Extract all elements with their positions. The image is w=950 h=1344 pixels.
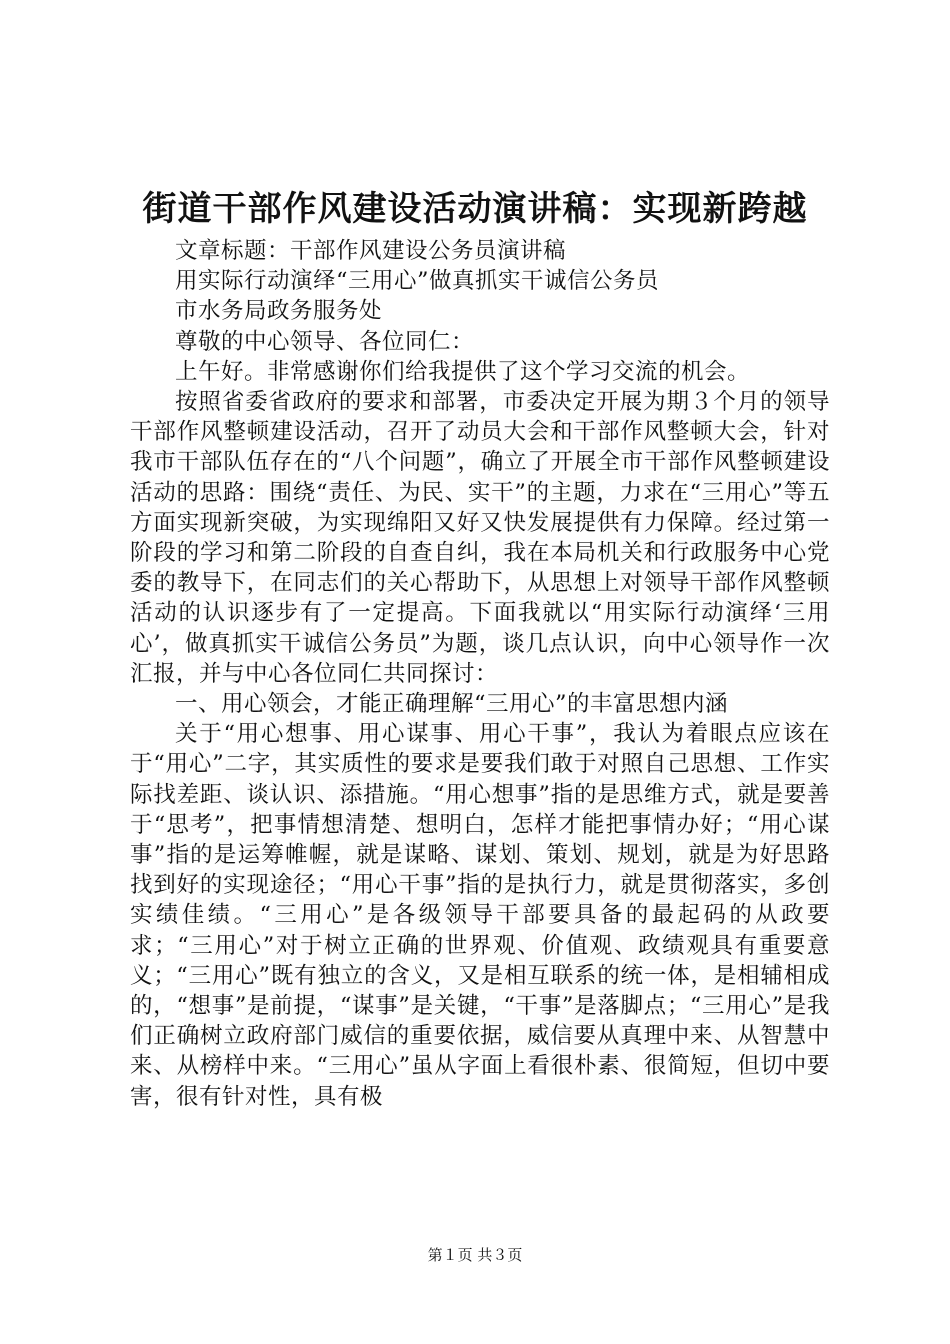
salutation: 尊敬的中心领导、各位同仁： <box>175 328 475 355</box>
article-title-line: 文章标题：干部作风建设公务员演讲稿 <box>175 238 567 264</box>
greeting: 上午好。非常感谢你们给我提供了这个学习交流的机会。 <box>175 358 751 385</box>
body-paragraph: 关于“用心想事、用心谋事、用心干事”，我认为着眼点应该在于“用心”二字，其实质性的要求是要我们敢于对照自己思想、工作实际找差距、谈认识、添措施。“用心想事”指的是思维方式，就是要善于“思考”，把事情想清楚、想明白，怎样才能把事情办好；“用心谋事”指的是运筹帷幄，就是谋略、谋划、策划、规划，就是为好思路找到好的实现途径；“用心干事”指的是执行力，就是贯彻落实，多创实绩佳绩。“三用心”是各级领导干部要具备的最起码的从政要求；“三用心”对于树立正确的世界观、价值观、政绩观具有重要意义；“三用心”既有独立的含义，又是相互联系的统一体，是相辅相成的，“想事”是前提，“谋事”是关键，“干事”是落脚点；“三用心”是我们正确树立政府部门威信的重要依据，威信要从真理中来、从智慧中来、从榜样中来。“三用心”虽从字面上看很朴素、很简短，但切中要害，很有针对性，具有极 <box>130 721 830 1110</box>
speech-title-line: 用实际行动演绎“三用心”做真抓实干诚信公务员 <box>175 268 660 295</box>
document-body <box>130 236 830 1112</box>
section-heading: 一、用心领会，才能正确理解“三用心”的丰富思想内涵 <box>175 691 729 718</box>
body-paragraph: 按照省委省政府的要求和部署，市委决定开展为期３个月的领导干部作风整顿建设活动，召开了动员大会和干部作风整顿大会，针对我市干部队伍存在的“八个问题”，确立了开展全市干部作风整顿建设活动的思路：围绕“责任、为民、实干”的主题，力求在“三用心”等五方面实现新突破，为实现绵阳又好又快发展提供有力保障。经过第一阶段的学习和第二阶段的自查自纠，我在本局机关和行政服务中心党委的教导下，在同志们的关心帮助下，从思想上对领导干部作风整顿活动的认识逐步有了一定提高。下面我就以“用实际行动演绎‘三用心’，做真抓实干诚信公务员”为题，谈几点认识，向中心领导作一次汇报，并与中心各位同仁共同探讨： <box>130 389 830 687</box>
page-footer: 第１页 共３页 <box>427 1246 523 1264</box>
author-unit-line: 市水务局政务服务处 <box>175 298 383 325</box>
document-title: 街道干部作风建设活动演讲稿：实现新跨越 <box>142 189 808 229</box>
